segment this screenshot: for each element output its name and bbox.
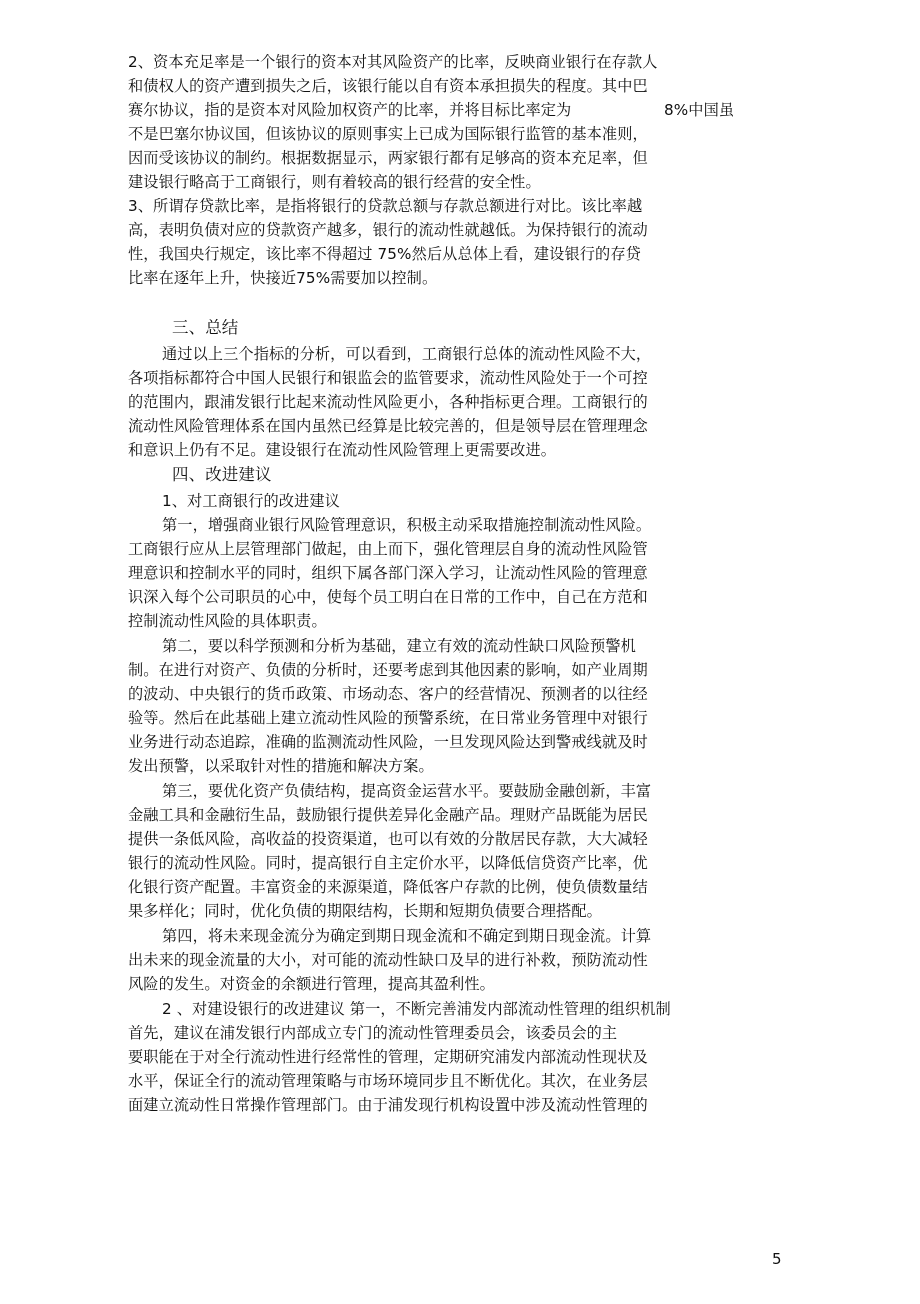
text-line: 比率在逐年上升，快接近75%需要加以控制。 [128, 269, 438, 287]
text-line: 风险的发生。对资金的余额进行管理，提高其盈利性。 [128, 975, 495, 993]
text-line: 面建立流动性日常操作管理部门。由于浦发现行机构设置中涉及流动性管理的 [128, 1096, 648, 1114]
text-line: 工商银行应从上层管理部门做起，由上而下，强化管理层自身的流动性风险管 [128, 540, 648, 558]
text-line: 出未来的现金流量的大小，对可能的流动性缺口及早的进行补救，预防流动性 [128, 951, 648, 969]
text-line: 的波动、中央银行的货币政策、市场动态、客户的经营情况、预测者的以往经 [128, 685, 648, 703]
text-line: 因而受该协议的制约。根据数据显示，两家银行都有足够高的资本充足率，但 [128, 149, 648, 167]
text-line: 要职能在于对全行流动性进行经常性的管理，定期研究浦发内部流动性现状及 [128, 1048, 648, 1066]
text-line: 首先，建议在浦发银行内部成立专门的流动性管理委员会，该委员会的主 [128, 1024, 618, 1042]
text-line: 2 、对建设银行的改进建议 第一，不断完善浦发内部流动性管理的组织机制 [162, 1000, 671, 1018]
text-line: 2、资本充足率是一个银行的资本对其风险资产的比率，反映商业银行在存款人 [128, 53, 658, 71]
section-heading: 四、改进建议 [172, 465, 272, 484]
page-number: 5 [772, 1250, 782, 1268]
text-line: 和债权人的资产遭到损失之后，该银行能以自有资本承担损失的程度。其中巴 [128, 77, 648, 95]
text-line: 水平，保证全行的流动管理策略与市场环境同步且不断优化。其次，在业务层 [128, 1072, 648, 1090]
text-line: 业务进行动态追踪，准确的监测流动性风险，一旦发现风险达到警戒线就及时 [128, 733, 648, 751]
text-line: 赛尔协议，指的是资本对风险加权资产的比率，并将目标比率定为 [128, 101, 572, 119]
text-line: 验等。然后在此基础上建立流动性风险的预警系统，在日常业务管理中对银行 [128, 709, 648, 727]
text-line: 发出预警，以采取针对性的措施和解决方案。 [128, 757, 434, 775]
text-line: 第四，将未来现金流分为确定到期日现金流和不确定到期日现金流。计算 [162, 927, 652, 945]
text-line: 银行的流动性风险。同时，提高银行自主定价水平，以降低信贷资产比率，优 [128, 854, 648, 872]
text-line: 的范围内，跟浦发银行比起来流动性风险更小，各种指标更合理。工商银行的 [128, 393, 648, 411]
text-line: 理意识和控制水平的同时，组织下属各部门深入学习，让流动性风险的管理意 [128, 564, 648, 582]
text-line: 化银行资产配置。丰富资金的来源渠道，降低客户存款的比例，使负债数量结 [128, 878, 648, 896]
text-line: 第三，要优化资产负债结构，提高资金运营水平。要鼓励金融创新，丰富 [162, 782, 652, 800]
text-line: 控制流动性风险的具体职责。 [128, 612, 327, 630]
text-line: 金融工具和金融衍生品，鼓励银行提供差异化金融产品。理财产品既能为居民 [128, 806, 648, 824]
text-line: 和意识上仍有不足。建设银行在流动性风险管理上更需要改进。 [128, 441, 557, 459]
section-heading: 三、总结 [172, 318, 239, 337]
text-line: 通过以上三个指标的分析，可以看到，工商银行总体的流动性风险不大， [162, 345, 652, 363]
text-line: 不是巴塞尔协议国，但该协议的原则事实上已成为国际银行监管的基本准则， [128, 125, 648, 143]
text-line: 第一，增强商业银行风险管理意识，积极主动采取措施控制流动性风险。 [162, 516, 652, 534]
text-line: 流动性风险管理体系在国内虽然已经算是比较完善的，但是领导层在管理理念 [128, 417, 648, 435]
text-line: 建设银行略高于工商银行，则有着较高的银行经营的安全性。 [128, 173, 541, 191]
text-line: 性，我国央行规定，该比率不得超过 75%然后从总体上看，建设银行的存贷 [128, 245, 641, 263]
text-line: 高，表明负债对应的贷款资产越多，银行的流动性就越低。为保持银行的流动 [128, 221, 648, 239]
text-line: 制。在进行对资产、负债的分析时，还要考虑到其他因素的影响，如产业周期 [128, 661, 648, 679]
text-line: 8%中国虽 [664, 101, 735, 119]
text-line: 3、所谓存贷款比率，是指将银行的贷款总额与存款总额进行对比。该比率越 [128, 197, 643, 215]
text-line: 提供一条低风险，高收益的投资渠道，也可以有效的分散居民存款，大大减轻 [128, 830, 648, 848]
sub-heading: 1、对工商银行的改进建议 [162, 492, 340, 510]
text-line: 果多样化；同时，优化负债的期限结构，长期和短期负债要合理搭配。 [128, 902, 602, 920]
text-line: 各项指标都符合中国人民银行和银监会的监管要求，流动性风险处于一个可控 [128, 369, 648, 387]
text-line: 第二，要以科学预测和分析为基础，建立有效的流动性缺口风险预警机 [162, 637, 636, 655]
text-line: 识深入每个公司职员的心中，使每个员工明白在日常的工作中，自己在方范和 [128, 588, 648, 606]
